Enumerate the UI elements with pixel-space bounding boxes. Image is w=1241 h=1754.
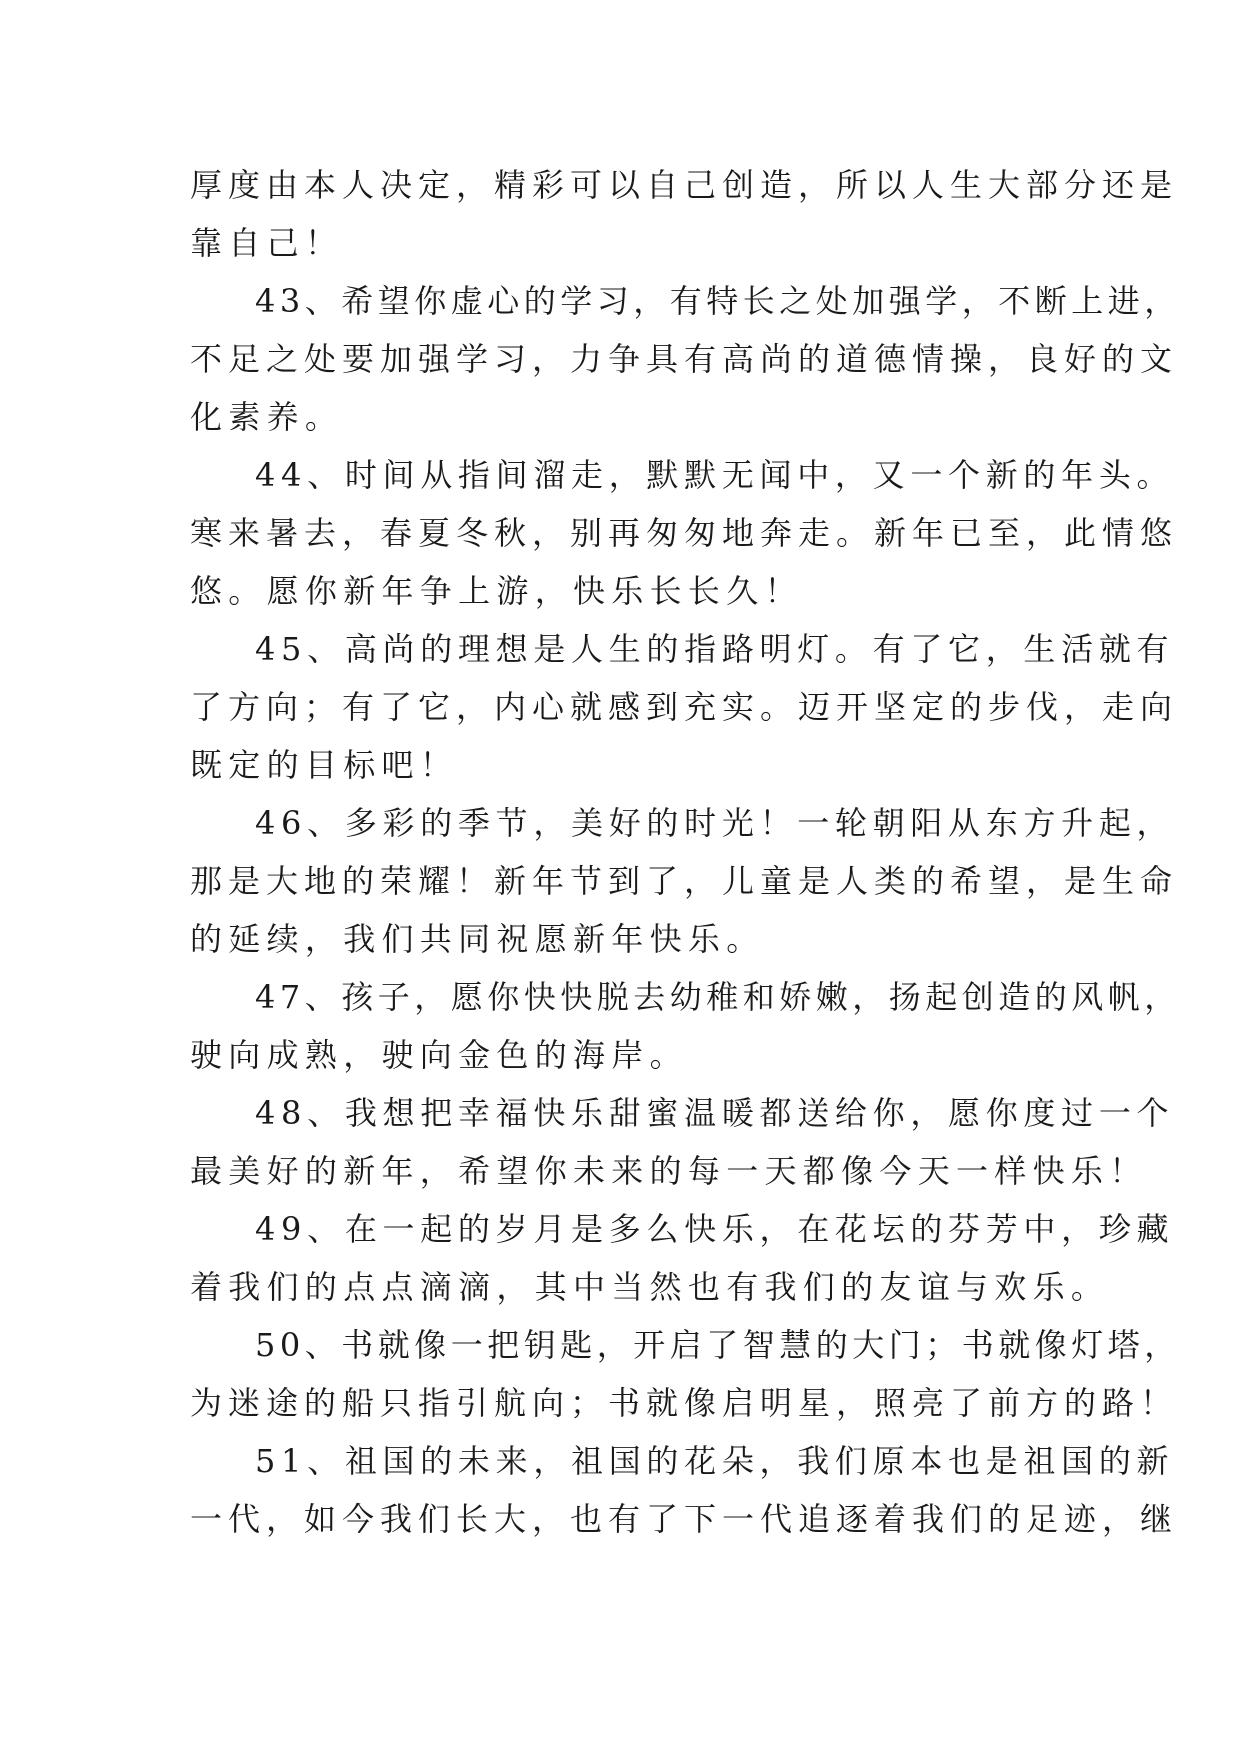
text-line: 最美好的新年，希望你未来的每一天都像今天一样快乐！: [190, 1152, 1148, 1190]
paragraph-43-line: 43、希望你虚心的学习，有特长之处加强学，不断上进，: [255, 282, 1181, 320]
paragraph-45-line: 45、高尚的理想是人生的指路明灯。有了它，生活就有: [255, 630, 1175, 668]
paragraph-47-line: 47、孩子，愿你快快脱去幼稚和娇嫩，扬起创造的风帆，: [255, 978, 1181, 1016]
paragraph-46-line: 46、多彩的季节，美好的时光！一轮朝阳从东方升起，: [255, 804, 1175, 842]
text-line: 了方向；有了它，内心就感到充实。迈开坚定的步伐，走向: [190, 688, 1179, 726]
paragraph-51-line: 51、祖国的未来，祖国的花朵，我们原本也是祖国的新: [255, 1442, 1175, 1480]
text-line: 既定的目标吧！: [190, 746, 459, 784]
text-line: 悠。愿你新年争上游，快乐长长久！: [190, 572, 803, 610]
text-line: 的延续，我们共同祝愿新年快乐。: [190, 920, 765, 958]
text-line: 着我们的点点滴滴，其中当然也有我们的友谊与欢乐。: [190, 1268, 1110, 1306]
text-line: 寒来暑去，春夏冬秋，别再匆匆地奔走。新年已至，此情悠: [190, 514, 1179, 552]
text-line: 厚度由本人决定，精彩可以自己创造，所以人生大部分还是: [190, 166, 1179, 204]
paragraph-49-line: 49、在一起的岁月是多么快乐，在花坛的芬芳中，珍藏: [255, 1210, 1175, 1248]
paragraph-48-line: 48、我想把幸福快乐甜蜜温暖都送给你，愿你度过一个: [255, 1094, 1175, 1132]
paragraph-50-line: 50、书就像一把钥匙，开启了智慧的大门；书就像灯塔，: [255, 1326, 1181, 1364]
text-line: 为迷途的船只指引航向；书就像启明星，照亮了前方的路！: [190, 1384, 1179, 1422]
text-line: 不足之处要加强学习，力争具有高尚的道德情操，良好的文: [190, 340, 1179, 378]
text-line: 驶向成熟，驶向金色的海岸。: [190, 1036, 688, 1074]
text-line: 那是大地的荣耀！新年节到了，儿童是人类的希望，是生命: [190, 862, 1179, 900]
paragraph-44-line: 44、时间从指间溜走，默默无闻中，又一个新的年头。: [255, 456, 1175, 494]
text-line: 靠自己！: [190, 224, 344, 262]
text-line: 一代，如今我们长大，也有了下一代追逐着我们的足迹，继: [190, 1500, 1179, 1538]
text-line: 化素养。: [190, 398, 344, 436]
